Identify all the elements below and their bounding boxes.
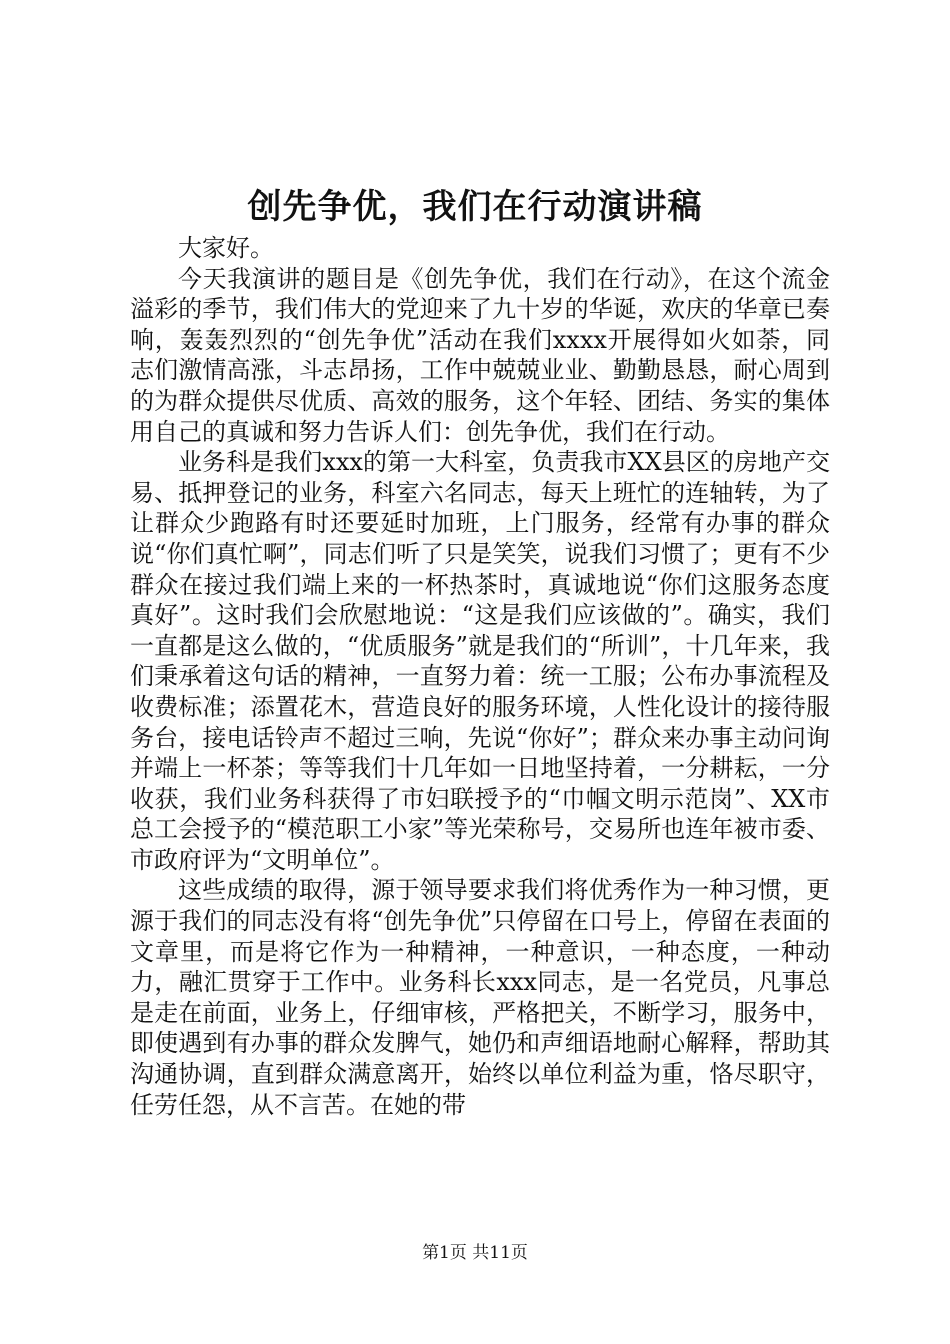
paragraph-greeting: 大家好。 bbox=[178, 234, 274, 262]
document-body bbox=[130, 233, 830, 1120]
paragraph-introduction: 今天我演讲的题目是《创先争优，我们在行动》，在这个流金溢彩的季节，我们伟大的党迎来了九十岁的华诞，欢庆的华章已奏响，轰轰烈烈的“创先争优”活动在我们xxxx开展得如火如荼，同志们激情高涨，斗志昂扬，工作中兢兢业业、勤勤恳恳，耐心周到的为群众提供尽优质、高效的服务，这个年轻、团结、务实的集体用自己的真诚和努力告诉人们：创先争优，我们在行动。 bbox=[130, 264, 830, 446]
paragraph-achievements: 这些成绩的取得，源于领导要求我们将优秀作为一种习惯，更源于我们的同志没有将“创先争优”只停留在口号上，停留在表面的文章里，而是将它作为一种精神，一种意识，一种态度，一种动力，融汇贯穿于工作中。业务科长xxx同志，是一名党员，凡事总是走在前面，业务上，仔细审核，严格把关，不断学习，服务中，即使遇到有办事的群众发脾气，她仍和声细语地耐心解释，帮助其沟通协调，直到群众满意离开，始终以单位利益为重，恪尽职守，任劳任怨，从不言苦。在她的带 bbox=[130, 876, 830, 1119]
paragraph-business-section: 业务科是我们xxx的第一大科室，负责我市XX县区的房地产交易、抵押登记的业务，科室六名同志，每天上班忙的连轴转，为了让群众少跑路有时还要延时加班，上门服务，经常有办事的群众说“你们真忙啊”，同志们听了只是笑笑，说我们习惯了；更有不少群众在接过我们端上来的一杯热茶时，真诚地说“你们这服务态度真好”。这时我们会欣慰地说：“这是我们应该做的”。确实，我们一直都是这么做的，“优质服务”就是我们的“所训”，十几年来，我们秉承着这句话的精神，一直努力着：统一工服；公布办事流程及收费标准；添置花木，营造良好的服务环境，人性化设计的接待服务台，接电话铃声不超过三响，先说“你好”；群众来办事主动问询并端上一杯茶；等等我们十几年如一日地坚持着，一分耕耘，一分收获，我们业务科获得了市妇联授予的“巾帼文明示范岗”、XX市总工会授予的“模范职工小家”等光荣称号，交易所也连年被市委、市政府评为“文明单位”。 bbox=[130, 448, 830, 874]
document-title: 创先争优，我们在行动演讲稿 bbox=[247, 187, 703, 227]
page-number-footer: 第1页 共11页 bbox=[422, 1243, 528, 1263]
